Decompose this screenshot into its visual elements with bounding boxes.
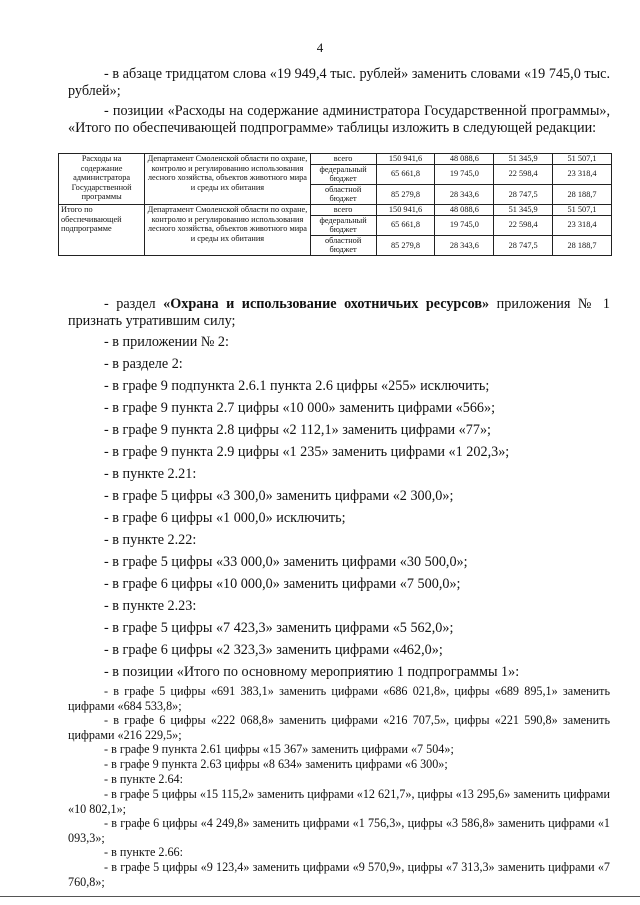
paragraph: - в графе 6 цифры «222 068,8» заменить цифрами «216 707,5», цифры «221 590,8» заменить цифрами «216 229,5»;: [68, 713, 610, 742]
section-title: «Охрана и использование охотничьих ресурсов»: [163, 296, 490, 312]
page-number: 4: [316, 40, 324, 55]
table-row: [59, 154, 612, 165]
list-item: - в графе 9 пункта 2.7 цифры «10 000» заменить цифрами «566»;: [104, 400, 496, 416]
list-item: - в графе 9 пункта 2.9 цифры «1 235» заменить цифрами «1 202,3»;: [104, 444, 510, 460]
table-cell-value: 19 745,0: [435, 215, 494, 235]
table-cell-name: Расходы на содержание администратора Государственной программы: [59, 154, 145, 205]
list-item: - в графе 5 цифры «3 300,0» заменить цифрами «2 300,0»;: [104, 488, 454, 504]
list-item: - в графе 9 пункта 2.63 цифры «8 634» заменить цифрами «6 300»;: [104, 757, 448, 771]
table-cell-value: 65 661,8: [376, 164, 435, 184]
list-item: - в графе 6 цифры «1 000,0» исключить;: [104, 510, 346, 526]
list-item: - в пункте 2.64:: [104, 772, 183, 786]
table-cell-department: Департамент Смоленской области по охране, контролю и регулированию использования лесного хозяйства, объектов животного мира и среды их обитания: [145, 154, 310, 205]
section-prefix: - раздел: [104, 296, 164, 312]
table-cell-value: 51 345,9: [494, 154, 553, 165]
table-cell-value: 85 279,8: [376, 235, 435, 255]
table-cell-value: 65 661,8: [376, 215, 435, 235]
intro-paragraph-1: - в абзаце тридцатом слова «19 949,4 тыс. рублей» заменить словами «19 745,0 тыс. рублей»;: [68, 66, 610, 100]
table-cell-value: 28 188,7: [553, 235, 612, 255]
table-cell-value: 23 318,4: [553, 215, 612, 235]
table-cell-value: 51 507,1: [553, 154, 612, 165]
table-cell-value: 22 598,4: [494, 215, 553, 235]
paragraph: - в графе 5 цифры «9 123,4» заменить цифрами «9 570,9», цифры «7 313,3» заменить цифрами «7 760,8»;: [68, 860, 610, 889]
table-cell-name: Итого по обеспечивающей подпрограмме: [59, 204, 145, 255]
paragraph: - в графе 5 цифры «691 383,1» заменить цифрами «686 021,8», цифры «689 895,1» заменить цифрами «684 533,8»;: [68, 684, 610, 713]
list-item: - в пункте 2.22:: [104, 532, 197, 548]
table-cell-value: 51 345,9: [494, 204, 553, 215]
list-item: - в позиции «Итого по основному мероприятию 1 подпрограммы 1»:: [104, 664, 520, 680]
list-item: - в графе 6 цифры «10 000,0» заменить цифрами «7 500,0»;: [104, 576, 461, 592]
table-cell-value: 28 747,5: [494, 184, 553, 204]
table-cell-value: 22 598,4: [494, 164, 553, 184]
list-item: - в графе 5 цифры «33 000,0» заменить цифрами «30 500,0»;: [104, 554, 468, 570]
list-item: - в графе 9 пункта 2.61 цифры «15 367» заменить цифрами «7 504»;: [104, 742, 454, 756]
section-suffix: приложения № 1 признать утратившим силу;: [68, 296, 610, 330]
list-item: - в приложении № 2:: [104, 334, 229, 350]
table-cell-source: областной бюджет: [310, 184, 376, 204]
table-cell-value: 48 088,6: [435, 204, 494, 215]
table-cell-value: 28 343,6: [435, 184, 494, 204]
list-item: - в графе 6 цифры «2 323,3» заменить цифрами «462,0»;: [104, 642, 443, 658]
table-cell-source: всего: [310, 204, 376, 215]
table-cell-value: 28 747,5: [494, 235, 553, 255]
table-cell-source: областной бюджет: [310, 235, 376, 255]
paragraph: - в графе 5 цифры «15 115,2» заменить цифрами «12 621,7», цифры «13 295,6» заменить цифрами «10 802,1»;: [68, 787, 610, 816]
paragraph: - в графе 6 цифры «4 249,8» заменить цифрами «1 756,3», цифры «3 586,8» заменить цифрами «1 093,3»;: [68, 816, 610, 845]
table-cell-value: 28 188,7: [553, 184, 612, 204]
table-cell-source: федеральный бюджет: [310, 164, 376, 184]
bottom-rule: [0, 896, 640, 897]
table-cell-source: федеральный бюджет: [310, 215, 376, 235]
table-cell-value: 85 279,8: [376, 184, 435, 204]
intro-paragraph-2: - позиции «Расходы на содержание администратора Государственной программы», «Итого по обеспечивающей подпрограмме» таблицы изложить в следующей редакции:: [68, 103, 610, 137]
list-item: - в разделе 2:: [104, 356, 183, 372]
list-item: - в пункте 2.23:: [104, 598, 197, 614]
table-cell-value: 19 745,0: [435, 164, 494, 184]
list-item: - в пункте 2.66:: [104, 845, 183, 859]
expenses-table: [58, 153, 612, 256]
section-paragraph: [68, 296, 610, 331]
list-item: - в графе 9 подпункта 2.6.1 пункта 2.6 цифры «255» исключить;: [104, 378, 490, 394]
list-item: - в графе 9 пункта 2.8 цифры «2 112,1» заменить цифрами «77»;: [104, 422, 491, 438]
table-cell-value: 51 507,1: [553, 204, 612, 215]
table-row: [59, 204, 612, 215]
table-cell-source: всего: [310, 154, 376, 165]
table-cell-value: 48 088,6: [435, 154, 494, 165]
table-cell-value: 23 318,4: [553, 164, 612, 184]
list-item: - в графе 5 цифры «7 423,3» заменить цифрами «5 562,0»;: [104, 620, 454, 636]
table-cell-value: 150 941,6: [376, 154, 435, 165]
table-cell-value: 150 941,6: [376, 204, 435, 215]
table-cell-department: Департамент Смоленской области по охране, контролю и регулированию использования лесного хозяйства, объектов животного мира и среды их обитания: [145, 204, 310, 255]
table-cell-value: 28 343,6: [435, 235, 494, 255]
list-item: - в пункте 2.21:: [104, 466, 197, 482]
